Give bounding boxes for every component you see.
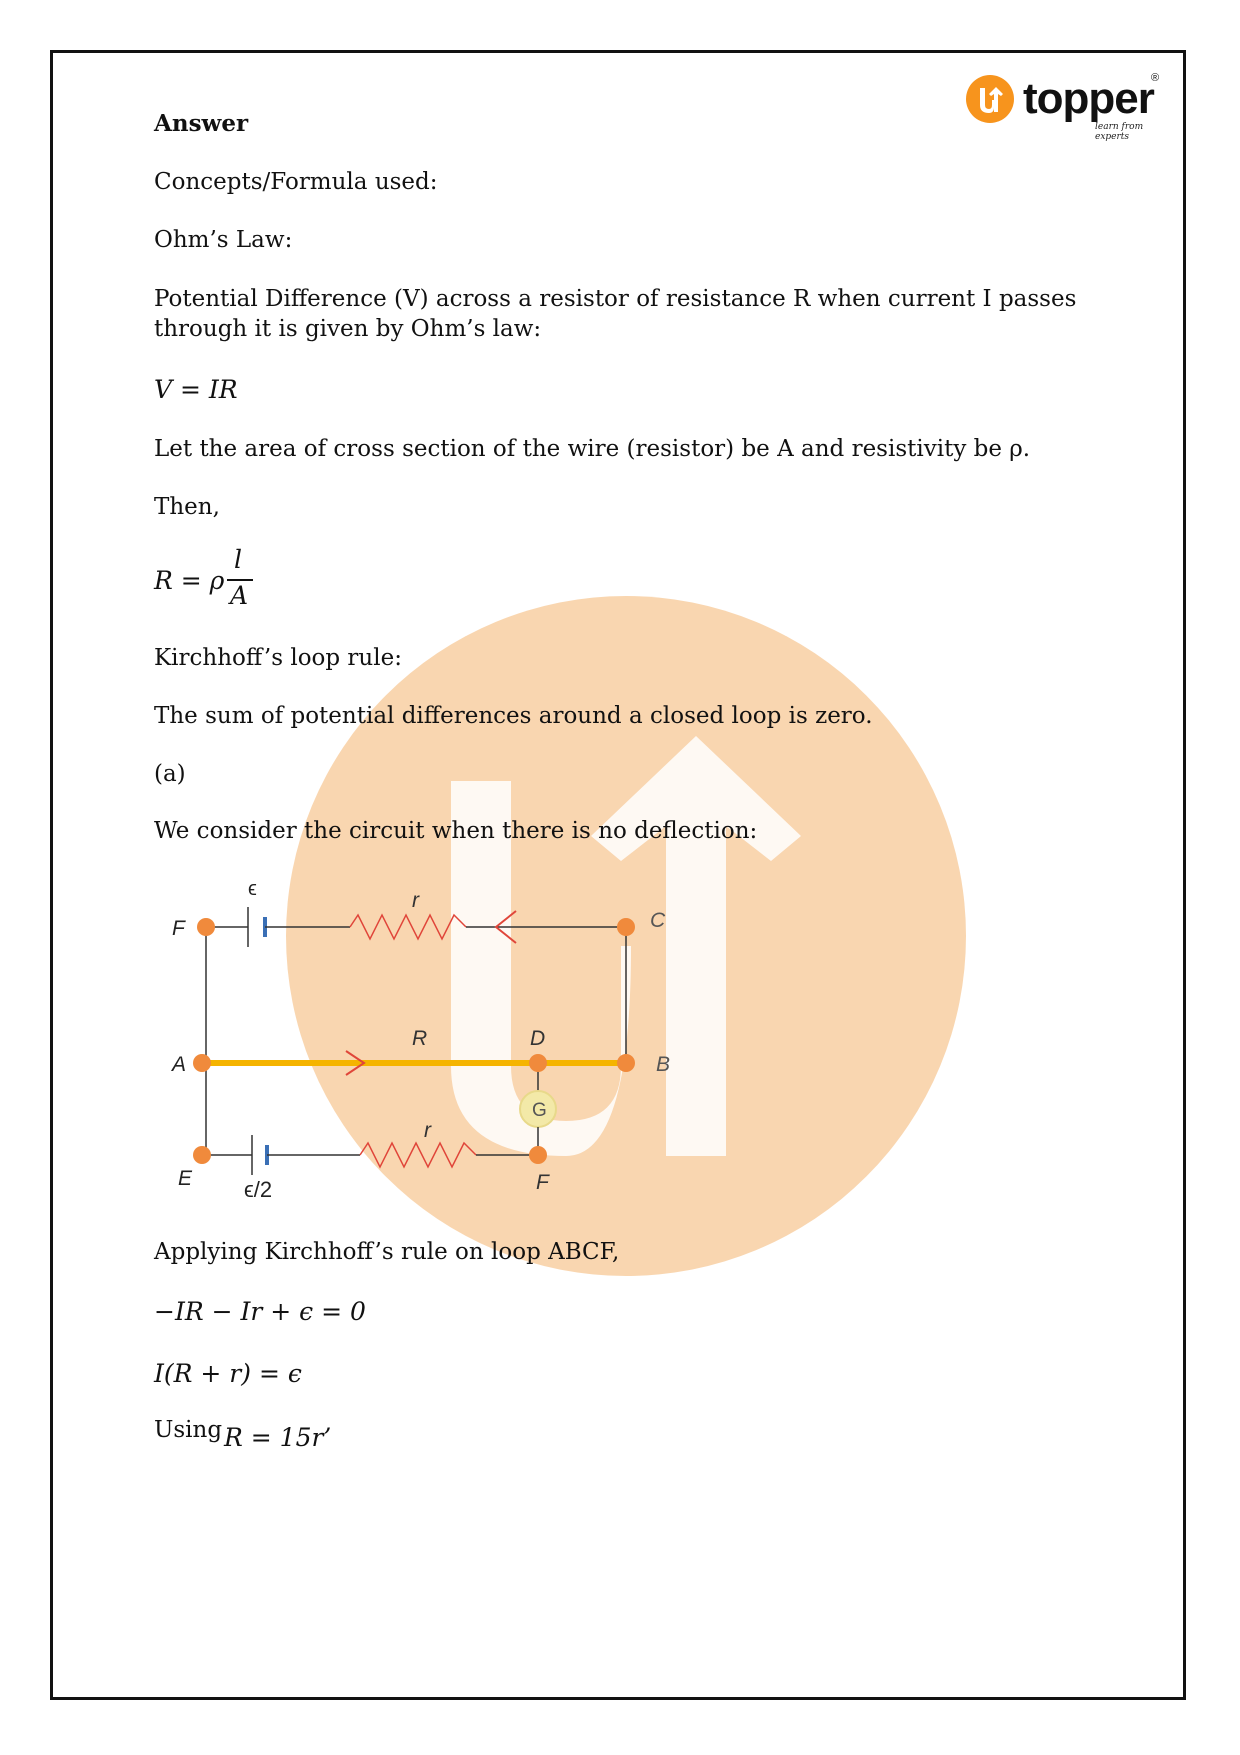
resistor-r-top — [350, 915, 466, 939]
topper-logo-icon — [965, 74, 1015, 124]
equation-current: I(R + r) = ϵ — [154, 1359, 302, 1388]
brand-tagline: learn from experts — [1095, 122, 1144, 142]
label-b: B — [656, 1053, 671, 1076]
consider-text: We consider the circuit when there is no deflection: — [154, 818, 758, 844]
label-d: D — [530, 1027, 546, 1050]
label-emf-top: ϵ — [248, 878, 257, 900]
node-f-top — [197, 918, 215, 936]
label-g: G — [532, 1100, 547, 1121]
fraction-l-over-a — [227, 545, 253, 615]
ohms-law-text-line1: Potential Difference (V) across a resistor of resistance R when current I passes — [154, 286, 1077, 312]
resistor-r-bottom — [360, 1143, 476, 1167]
kirchhoff-label: Kirchhoff’s loop rule: — [154, 645, 402, 671]
kirchhoff-text: The sum of potential differences around a closed loop is zero. — [154, 703, 873, 729]
label-r-top: r — [412, 889, 419, 912]
part-a-label: (a) — [154, 761, 186, 787]
label-a: A — [172, 1053, 187, 1076]
concepts-label: Concepts/Formula used: — [154, 169, 438, 195]
label-f-top: F — [172, 917, 185, 940]
label-f-bottom: F — [536, 1171, 549, 1194]
fraction-denominator: A — [230, 581, 249, 610]
using-label: Using — [154, 1417, 223, 1443]
node-c — [617, 918, 635, 936]
potentiometer-circuit-diagram — [160, 865, 720, 1225]
label-e: E — [178, 1167, 193, 1190]
ohms-law-label: Ohm’s Law: — [154, 227, 293, 253]
registered-mark: ® — [1151, 72, 1160, 84]
answer-heading: Answer — [154, 110, 249, 137]
node-b — [617, 1054, 635, 1072]
using-equation: R = 15r’ — [224, 1423, 332, 1452]
ohms-law-text-line2: through it is given by Ohm’s law: — [154, 316, 542, 342]
equation-loop: −IR − Ir + ϵ = 0 — [154, 1297, 366, 1326]
node-a — [193, 1054, 211, 1072]
area-resistivity-text: Let the area of cross section of the wire (resistor) be A and resistivity be ρ. — [154, 436, 1031, 462]
label-c: C — [650, 909, 666, 932]
applying-text: Applying Kirchhoff’s rule on loop ABCF, — [154, 1239, 620, 1265]
label-r-mid: R — [412, 1027, 428, 1050]
equation-v-ir: V = IR — [154, 375, 238, 404]
node-e — [193, 1146, 211, 1164]
fraction-numerator: l — [234, 545, 242, 574]
node-d — [529, 1054, 547, 1072]
label-emf-bottom: ϵ/2 — [244, 1177, 273, 1202]
equation-r-lhs: R = ρ — [154, 566, 225, 595]
then-text: Then, — [154, 494, 220, 520]
node-f-bottom — [529, 1146, 547, 1164]
brand-name: topper — [1023, 74, 1154, 123]
label-r-bottom: r — [424, 1119, 431, 1142]
topper-logo — [965, 72, 1165, 142]
